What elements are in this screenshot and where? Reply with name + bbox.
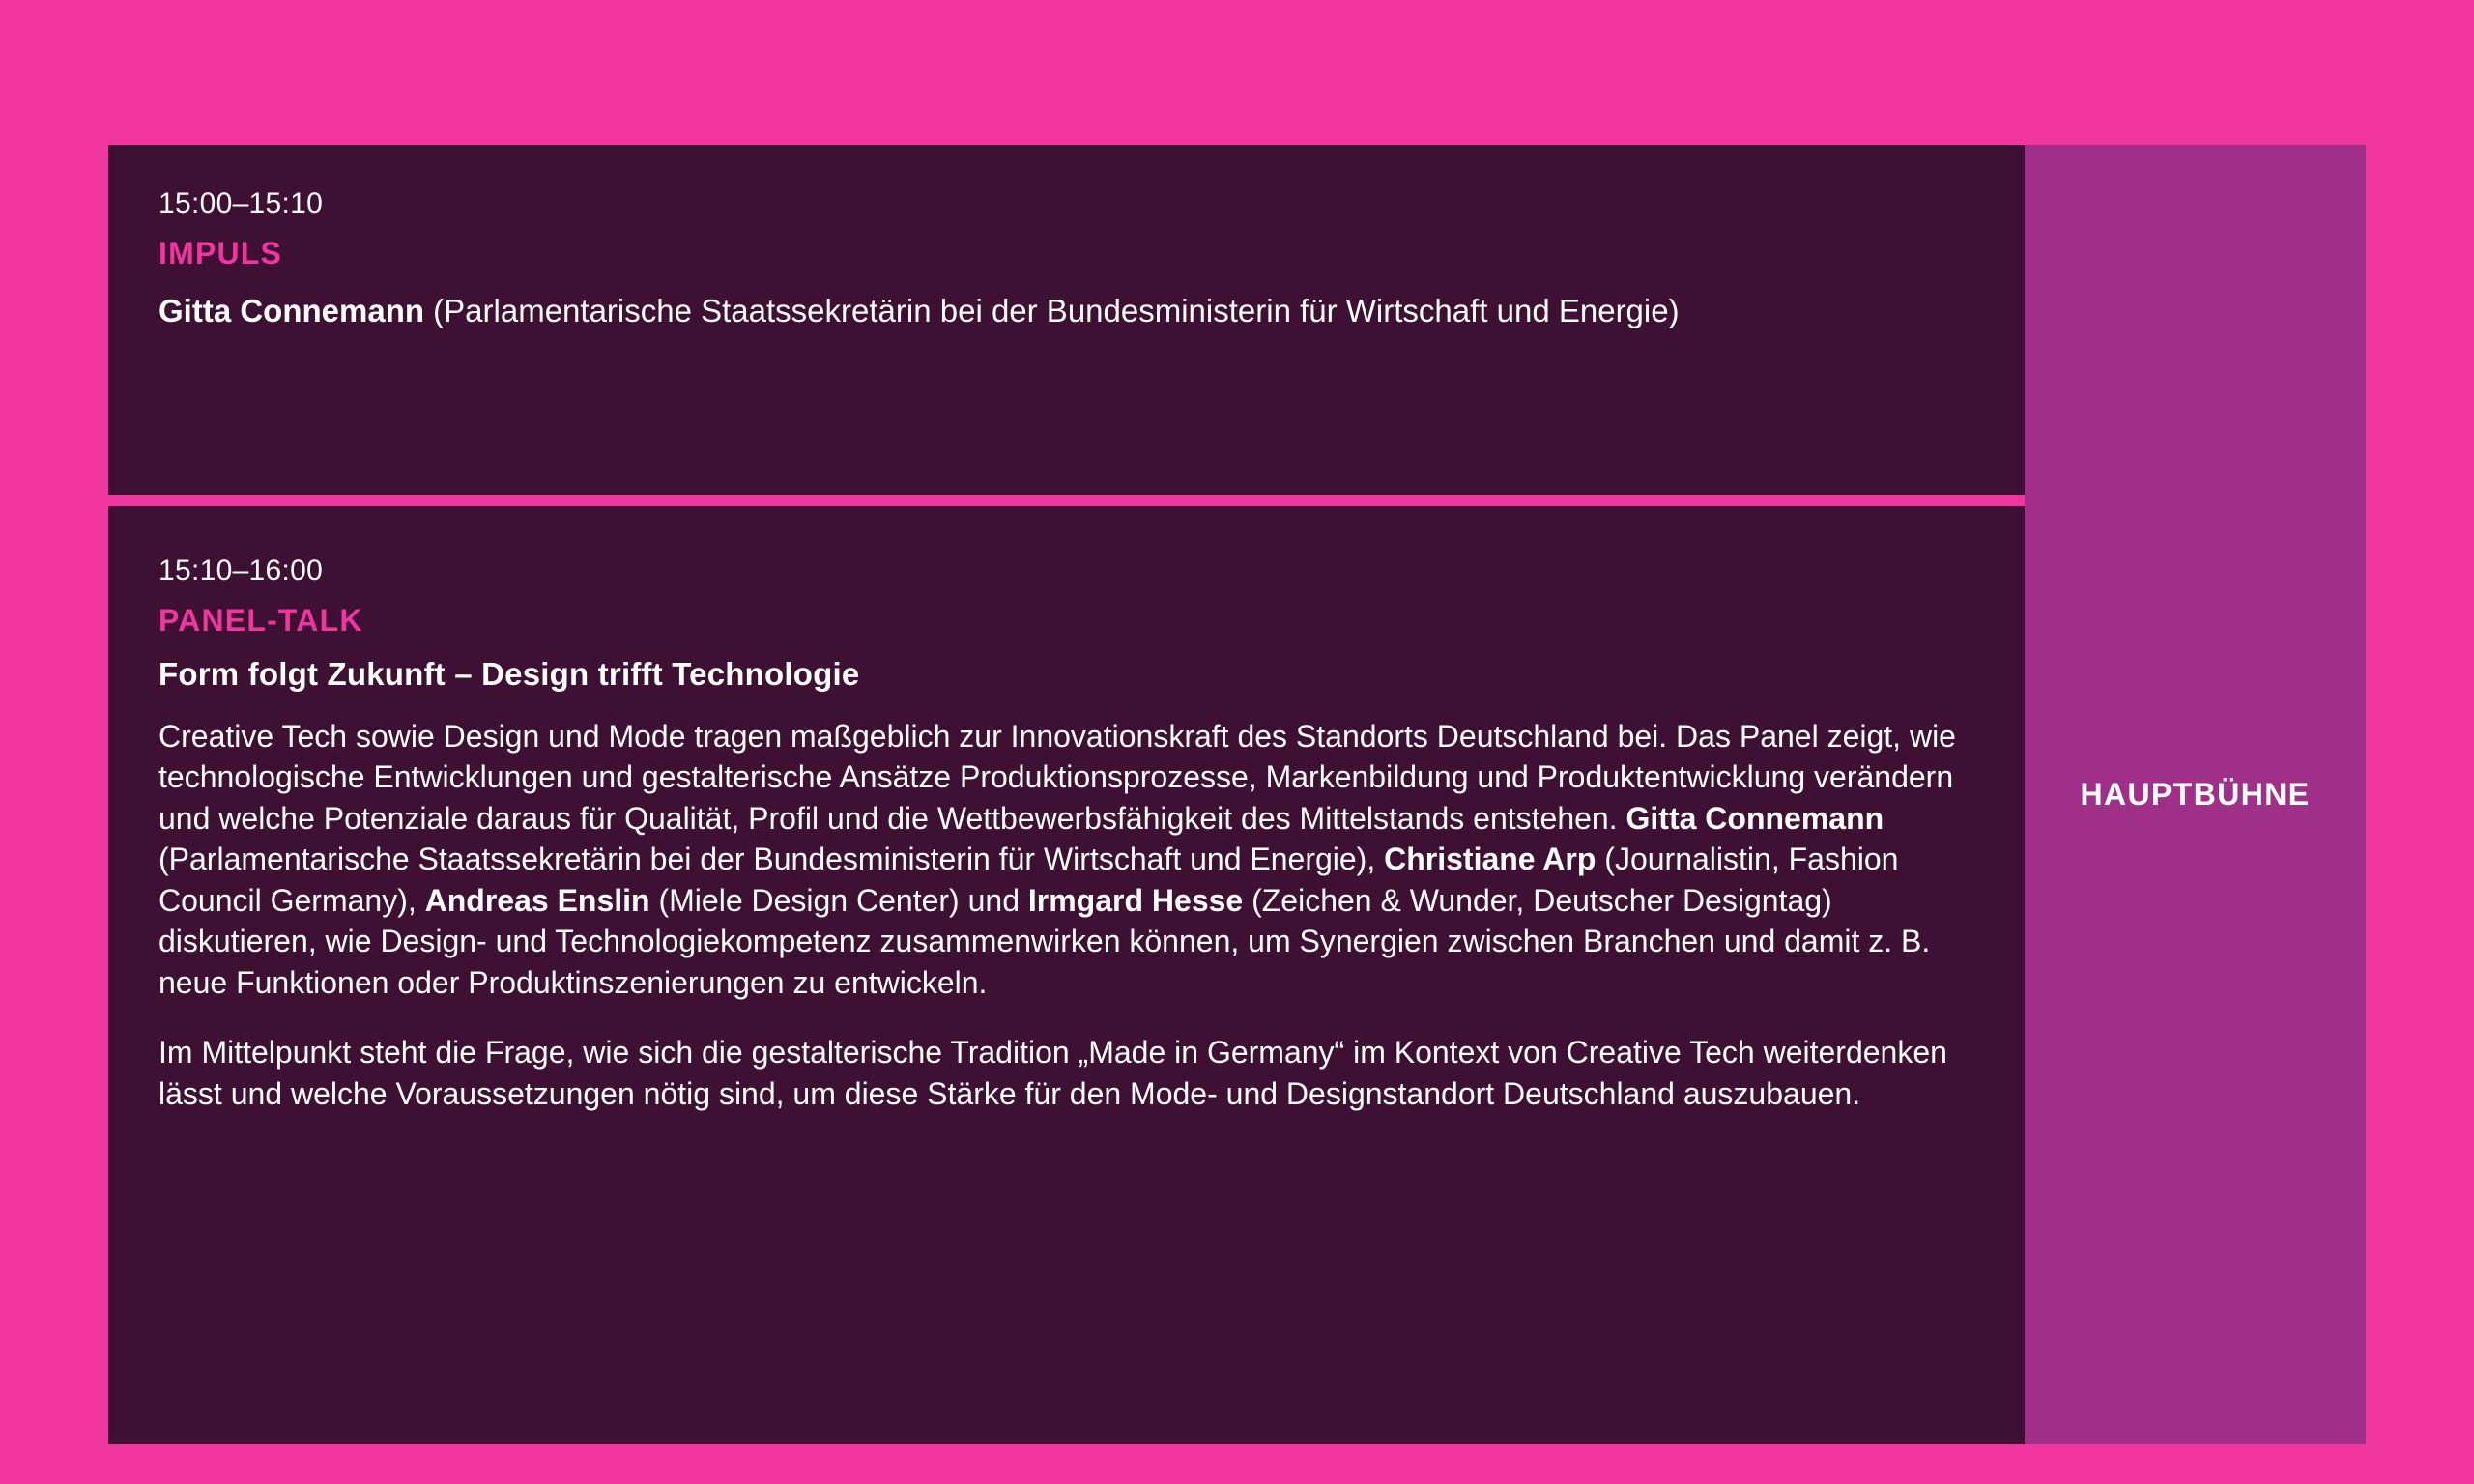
description-paragraph-2: Im Mittelpunkt steht die Frage, wie sich die gestalterische Tradition „Made in Germany“ im Kontext von Creative Tech weiterdenken lässt und welche Voraussetzungen nötig sind, um diese Stärke für den Mode- und Designstandort Deutschland auszubauen. (158, 1035, 1947, 1111)
session-time: 15:00–15:10 (158, 187, 324, 219)
panelist-4-role: (Zeichen & Wunder, Deutscher Designtag) diskutieren, wie Design- und Technologiekompetenz zusammenwirken können, um Synergien zwischen Branchen und damit z. B. neue Funktionen oder Produktinszenierungen zu entwickeln. (158, 882, 1931, 1000)
stage-panel (2025, 145, 2366, 1444)
sessions-column (108, 145, 2025, 1444)
session-title: Form folgt Zukunft – Design trifft Technologie (158, 655, 860, 692)
panelist-3-name: Andreas Enslin (424, 882, 650, 918)
stage-label: HAUPTBÜHNE (2080, 777, 2311, 812)
session-description (158, 716, 1974, 1115)
speaker-name: Gitta Connemann (158, 292, 425, 328)
session-card-impuls (108, 145, 2025, 495)
description-paragraph-1 (158, 716, 1974, 1004)
session-speaker (158, 289, 1898, 334)
description-intro: Creative Tech sowie Design und Mode tragen maßgeblich zur Innovationskraft des Standorts Deutschland bei. Das Panel zeigt, wie technologische Entwicklungen und gestalterische Ansätze Produktionsprozesse, Markenbildung und Produktentwicklung verändern und welche Potenziale daraus für Qualität, Profil und die Wettbewerbsfähigkeit des Mittelstands entstehen. (158, 718, 1956, 836)
panelist-1-role: (Parlamentarische Staatssekretärin bei der Bundesministerin für Wirtschaft und Energie), (158, 842, 1385, 877)
session-divider (108, 495, 2025, 506)
panelist-1-name: Gitta Connemann (1625, 800, 1884, 836)
panelist-2-name: Christiane Arp (1384, 842, 1597, 877)
speaker-role: (Parlamentarische Staatssekretärin bei der Bundesministerin für Wirtschaft und Energie) (424, 292, 1680, 328)
panelist-3-role: (Miele Design Center) und (649, 882, 1028, 918)
session-card-panel-talk (108, 506, 2025, 1444)
panelist-4-name: Irmgard Hesse (1027, 882, 1244, 918)
session-time: 15:10–16:00 (158, 555, 324, 586)
session-type-label: PANEL-TALK (158, 602, 363, 638)
schedule-container (108, 145, 2366, 1444)
panelist-2-role: (Journalistin, Fashion Council Germany), (158, 842, 1899, 918)
session-type-label: IMPULS (158, 235, 283, 271)
